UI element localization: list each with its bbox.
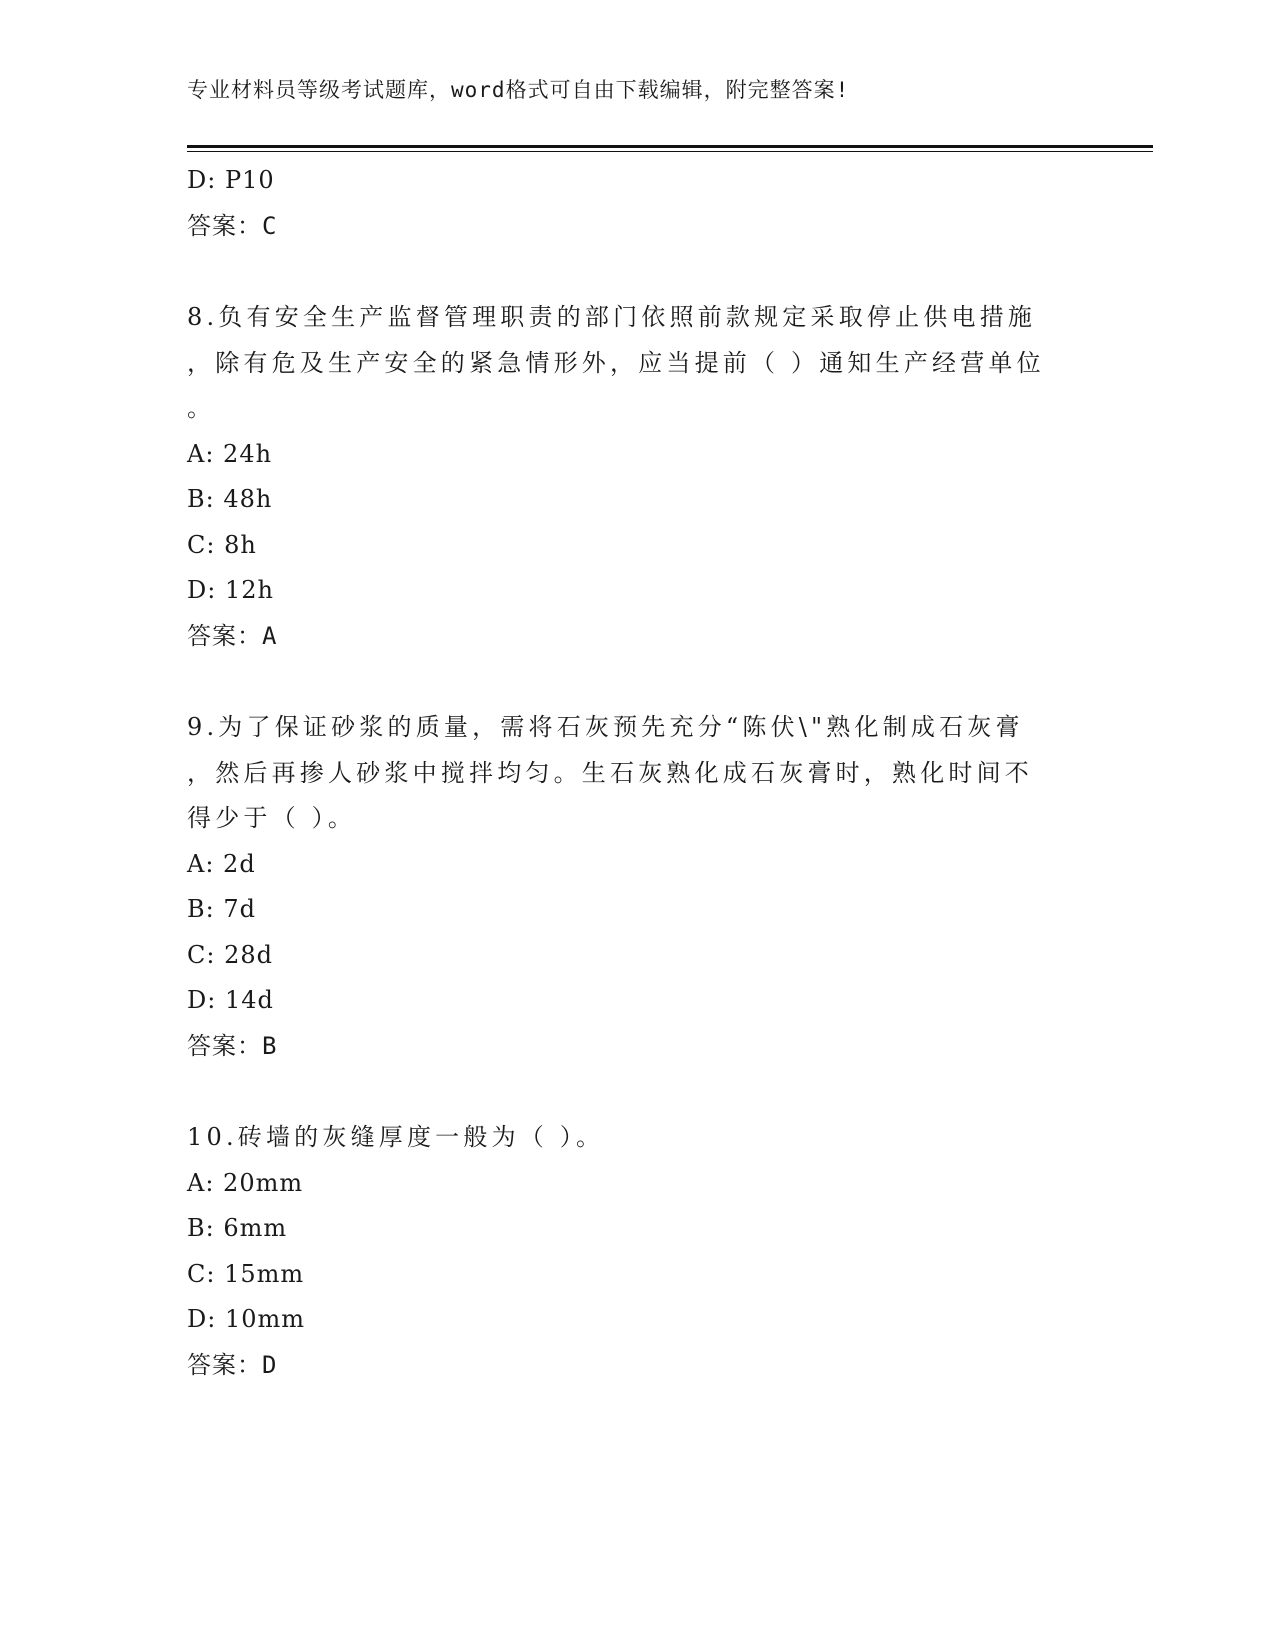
- question-text-line: 得少于（ ）。: [187, 804, 357, 832]
- page-header: 专业材料员等级考试题库，word格式可自由下载编辑，附完整答案!: [187, 78, 850, 102]
- question-8: [187, 295, 1087, 659]
- option-b: B: 6mm: [187, 1214, 288, 1242]
- document-body: [187, 158, 1087, 1388]
- answer: 答案：B: [187, 1031, 278, 1060]
- question-text-line: ，除有危及生产安全的紧急情形外，应当提前（ ）通知生产经营单位: [187, 348, 1045, 377]
- question-text-line: 。: [187, 394, 216, 422]
- question-text-line: 9.为了保证砂浆的质量，需将石灰预先充分“陈伏\"熟化制成石灰膏: [187, 713, 1024, 741]
- question-text-line: 10.砖墙的灰缝厚度一般为（ ）。: [187, 1123, 605, 1151]
- option-a: A: 24h: [187, 439, 273, 468]
- header-divider-thin: [187, 151, 1153, 152]
- question-10: [187, 1115, 1087, 1388]
- option-b: B: 48h: [187, 485, 273, 513]
- question-text-line: 8.负有安全生产监督管理职责的部门依照前款规定采取停止供电措施: [187, 303, 1037, 331]
- option-d: D: 12h: [187, 576, 274, 604]
- option-c: C: 8h: [187, 530, 257, 559]
- header-divider-thick: [187, 145, 1153, 148]
- answer: 答案：D: [187, 1350, 278, 1379]
- answer: 答案：C: [187, 211, 278, 240]
- option-d: D: P10: [187, 166, 275, 194]
- previous-question: [187, 158, 1087, 249]
- option-d: D: 10mm: [187, 1305, 306, 1333]
- option-c: C: 28d: [187, 940, 273, 969]
- question-9: [187, 705, 1087, 1069]
- option-a: A: 2d: [187, 849, 256, 878]
- answer: 答案：A: [187, 621, 278, 650]
- option-c: C: 15mm: [187, 1259, 305, 1288]
- option-b: B: 7d: [187, 895, 256, 923]
- option-d: D: 14d: [187, 986, 274, 1014]
- option-a: A: 20mm: [187, 1168, 304, 1197]
- question-text-line: ，然后再掺人砂浆中搅拌均匀。生石灰熟化成石灰膏时，熟化时间不: [187, 758, 1033, 787]
